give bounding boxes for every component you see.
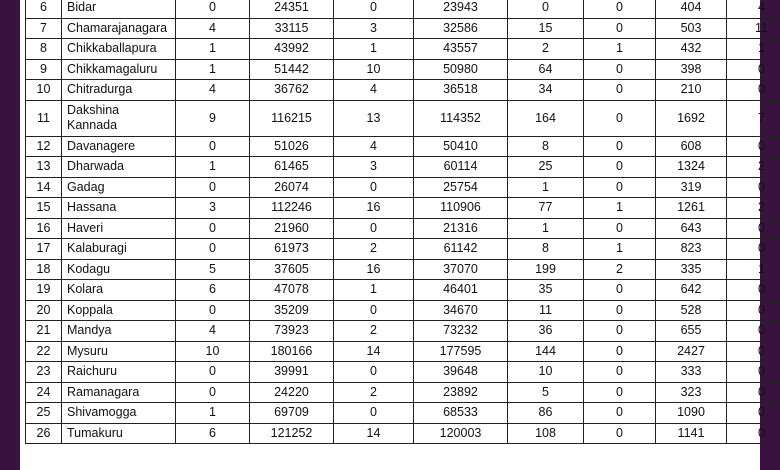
district-name-cell: Bidar [62,0,176,18]
serial-number-cell: 22 [26,341,62,362]
value-cell-col-5: 199 [508,259,584,280]
value-cell-col-3: 0 [334,177,414,198]
value-cell-col-1: 3 [176,198,250,219]
value-cell-col-5: 1 [508,177,584,198]
value-cell-col-7: 1324 [656,157,727,178]
value-cell-col-5: 36 [508,321,584,342]
value-cell-col-1: 5 [176,259,250,280]
district-name-cell: Kolara [62,280,176,301]
value-cell-col-2: 51442 [250,59,334,80]
value-cell-col-1: 10 [176,341,250,362]
value-cell-col-5: 8 [508,136,584,157]
value-cell-col-8: 0 [727,80,780,101]
value-cell-col-6: 0 [584,0,656,18]
value-cell-col-4: 23892 [414,382,508,403]
district-name-cell: Tumakuru [62,423,176,444]
serial-number-cell: 19 [26,280,62,301]
value-cell-col-5: 0 [508,0,584,18]
value-cell-col-2: 61465 [250,157,334,178]
value-cell-col-5: 1 [508,218,584,239]
value-cell-col-2: 33115 [250,18,334,39]
district-name-cell: Dharwada [62,157,176,178]
value-cell-col-7: 1692 [656,100,727,136]
value-cell-col-1: 1 [176,403,250,424]
district-name-cell: Ramanagara [62,382,176,403]
value-cell-col-3: 0 [334,300,414,321]
serial-number-cell: 18 [26,259,62,280]
value-cell-col-3: 3 [334,157,414,178]
value-cell-col-5: 15 [508,18,584,39]
value-cell-col-5: 34 [508,80,584,101]
district-name-cell: Koppala [62,300,176,321]
value-cell-col-5: 35 [508,280,584,301]
value-cell-col-6: 0 [584,157,656,178]
value-cell-col-2: 73923 [250,321,334,342]
serial-number-cell: 26 [26,423,62,444]
value-cell-col-5: 10 [508,362,584,383]
value-cell-col-8: 0 [727,136,780,157]
value-cell-col-6: 1 [584,198,656,219]
value-cell-col-3: 0 [334,218,414,239]
value-cell-col-3: 10 [334,59,414,80]
table-row [26,157,780,178]
value-cell-col-2: 35209 [250,300,334,321]
value-cell-col-1: 0 [176,177,250,198]
value-cell-col-7: 1090 [656,403,727,424]
left-border-band [0,0,20,470]
district-name-cell: Chikkamagaluru [62,59,176,80]
value-cell-col-3: 1 [334,39,414,60]
table-row [26,59,780,80]
value-cell-col-7: 823 [656,239,727,260]
value-cell-col-1: 1 [176,39,250,60]
value-cell-col-6: 0 [584,403,656,424]
value-cell-col-2: 112246 [250,198,334,219]
value-cell-col-2: 39991 [250,362,334,383]
value-cell-col-8: 0 [727,362,780,383]
value-cell-col-4: 36518 [414,80,508,101]
value-cell-col-7: 528 [656,300,727,321]
serial-number-cell: 7 [26,18,62,39]
value-cell-col-2: 121252 [250,423,334,444]
value-cell-col-3: 3 [334,18,414,39]
value-cell-col-1: 4 [176,80,250,101]
serial-number-cell: 16 [26,218,62,239]
district-name-cell: Kodagu [62,259,176,280]
value-cell-col-6: 1 [584,239,656,260]
value-cell-col-1: 6 [176,280,250,301]
value-cell-col-8: 2 [727,157,780,178]
value-cell-col-6: 0 [584,18,656,39]
value-cell-col-8: 7 [727,100,780,136]
value-cell-col-8: 0 [727,59,780,80]
value-cell-col-1: 0 [176,239,250,260]
district-name-cell: Mandya [62,321,176,342]
table-row [26,280,780,301]
value-cell-col-7: 333 [656,362,727,383]
serial-number-cell: 10 [26,80,62,101]
value-cell-col-8: 1 [727,259,780,280]
value-cell-col-2: 61973 [250,239,334,260]
serial-number-cell: 21 [26,321,62,342]
value-cell-col-6: 0 [584,280,656,301]
value-cell-col-8: 0 [727,300,780,321]
value-cell-col-5: 11 [508,300,584,321]
district-name-cell: Shivamogga [62,403,176,424]
table-row [26,382,780,403]
value-cell-col-5: 2 [508,39,584,60]
value-cell-col-8: 0 [727,239,780,260]
value-cell-col-2: 47078 [250,280,334,301]
value-cell-col-7: 2427 [656,341,727,362]
value-cell-col-3: 14 [334,423,414,444]
value-cell-col-7: 1261 [656,198,727,219]
value-cell-col-6: 0 [584,136,656,157]
value-cell-col-6: 0 [584,218,656,239]
value-cell-col-4: 37070 [414,259,508,280]
serial-number-cell: 17 [26,239,62,260]
district-name-cell: Mysuru [62,341,176,362]
value-cell-col-8: 0 [727,218,780,239]
serial-number-cell: 20 [26,300,62,321]
value-cell-col-1: 0 [176,0,250,18]
value-cell-col-7: 210 [656,80,727,101]
table-row [26,18,780,39]
value-cell-col-3: 14 [334,341,414,362]
value-cell-col-5: 86 [508,403,584,424]
table-row [26,198,780,219]
district-name-cell: Haveri [62,218,176,239]
value-cell-col-5: 25 [508,157,584,178]
value-cell-col-1: 9 [176,100,250,136]
value-cell-col-8: 11 [727,18,780,39]
table-row [26,39,780,60]
value-cell-col-4: 110906 [414,198,508,219]
table-row [26,321,780,342]
value-cell-col-1: 0 [176,300,250,321]
value-cell-col-2: 51026 [250,136,334,157]
serial-number-cell: 25 [26,403,62,424]
district-name-cell: Hassana [62,198,176,219]
value-cell-col-4: 34670 [414,300,508,321]
value-cell-col-3: 1 [334,280,414,301]
value-cell-col-8: 0 [727,341,780,362]
table-row [26,80,780,101]
value-cell-col-6: 2 [584,259,656,280]
value-cell-col-6: 0 [584,341,656,362]
value-cell-col-5: 164 [508,100,584,136]
district-name-cell: Chikkaballapura [62,39,176,60]
value-cell-col-3: 16 [334,259,414,280]
serial-number-cell: 9 [26,59,62,80]
serial-number-cell: 24 [26,382,62,403]
value-cell-col-3: 0 [334,403,414,424]
table-row [26,100,780,136]
value-cell-col-3: 4 [334,136,414,157]
value-cell-col-3: 0 [334,362,414,383]
table-row [26,423,780,444]
value-cell-col-8: 1 [727,39,780,60]
district-name-cell: Gadag [62,177,176,198]
district-name-cell: Kalaburagi [62,239,176,260]
serial-number-cell: 6 [26,0,62,18]
value-cell-col-6: 0 [584,59,656,80]
value-cell-col-6: 0 [584,300,656,321]
value-cell-col-7: 432 [656,39,727,60]
value-cell-col-7: 642 [656,280,727,301]
serial-number-cell: 15 [26,198,62,219]
value-cell-col-2: 26074 [250,177,334,198]
value-cell-col-3: 2 [334,239,414,260]
serial-number-cell: 14 [26,177,62,198]
value-cell-col-1: 1 [176,59,250,80]
value-cell-col-3: 2 [334,382,414,403]
value-cell-col-7: 655 [656,321,727,342]
value-cell-col-4: 25754 [414,177,508,198]
value-cell-col-5: 108 [508,423,584,444]
table-row [26,136,780,157]
value-cell-col-1: 0 [176,382,250,403]
table-row [26,341,780,362]
value-cell-col-7: 404 [656,0,727,18]
value-cell-col-4: 32586 [414,18,508,39]
table-row [26,403,780,424]
value-cell-col-6: 0 [584,362,656,383]
table-row [26,177,780,198]
value-cell-col-1: 4 [176,321,250,342]
district-data-table [25,0,780,444]
value-cell-col-4: 50410 [414,136,508,157]
value-cell-col-5: 144 [508,341,584,362]
value-cell-col-2: 24351 [250,0,334,18]
value-cell-col-2: 69709 [250,403,334,424]
value-cell-col-6: 0 [584,382,656,403]
value-cell-col-6: 0 [584,321,656,342]
serial-number-cell: 13 [26,157,62,178]
value-cell-col-4: 61142 [414,239,508,260]
value-cell-col-8: 0 [727,403,780,424]
value-cell-col-3: 4 [334,80,414,101]
value-cell-col-1: 0 [176,362,250,383]
value-cell-col-7: 323 [656,382,727,403]
serial-number-cell: 12 [26,136,62,157]
value-cell-col-7: 398 [656,59,727,80]
value-cell-col-4: 120003 [414,423,508,444]
value-cell-col-4: 46401 [414,280,508,301]
table-row [26,218,780,239]
value-cell-col-4: 21316 [414,218,508,239]
table-row [26,239,780,260]
value-cell-col-7: 319 [656,177,727,198]
value-cell-col-1: 0 [176,218,250,239]
district-name-cell: Davanagere [62,136,176,157]
value-cell-col-4: 68533 [414,403,508,424]
value-cell-col-4: 73232 [414,321,508,342]
district-name-cell: Chitradurga [62,80,176,101]
table-row [26,259,780,280]
value-cell-col-4: 177595 [414,341,508,362]
value-cell-col-3: 0 [334,0,414,18]
value-cell-col-7: 335 [656,259,727,280]
value-cell-col-4: 43557 [414,39,508,60]
value-cell-col-1: 0 [176,136,250,157]
value-cell-col-4: 114352 [414,100,508,136]
value-cell-col-6: 0 [584,100,656,136]
value-cell-col-6: 0 [584,80,656,101]
value-cell-col-8: 4 [727,0,780,18]
value-cell-col-4: 23943 [414,0,508,18]
value-cell-col-2: 21960 [250,218,334,239]
table-row [26,362,780,383]
district-name-cell: Dakshina Kannada [62,100,176,136]
value-cell-col-7: 643 [656,218,727,239]
serial-number-cell: 8 [26,39,62,60]
value-cell-col-6: 1 [584,39,656,60]
value-cell-col-2: 180166 [250,341,334,362]
value-cell-col-3: 2 [334,321,414,342]
value-cell-col-4: 39648 [414,362,508,383]
value-cell-col-2: 37605 [250,259,334,280]
district-name-cell: Raichuru [62,362,176,383]
value-cell-col-1: 1 [176,157,250,178]
value-cell-col-3: 16 [334,198,414,219]
value-cell-col-5: 5 [508,382,584,403]
value-cell-col-8: 0 [727,321,780,342]
serial-number-cell: 11 [26,100,62,136]
value-cell-col-8: 0 [727,280,780,301]
value-cell-col-3: 13 [334,100,414,136]
value-cell-col-6: 0 [584,423,656,444]
value-cell-col-1: 6 [176,423,250,444]
value-cell-col-4: 60114 [414,157,508,178]
value-cell-col-8: 2 [727,198,780,219]
district-name-cell: Chamarajanagara [62,18,176,39]
value-cell-col-7: 1141 [656,423,727,444]
value-cell-col-5: 8 [508,239,584,260]
value-cell-col-2: 116215 [250,100,334,136]
table-body [26,0,780,444]
value-cell-col-2: 36762 [250,80,334,101]
value-cell-col-5: 77 [508,198,584,219]
value-cell-col-2: 43992 [250,39,334,60]
value-cell-col-4: 50980 [414,59,508,80]
serial-number-cell: 23 [26,362,62,383]
value-cell-col-7: 503 [656,18,727,39]
value-cell-col-8: 0 [727,423,780,444]
value-cell-col-8: 0 [727,382,780,403]
value-cell-col-5: 64 [508,59,584,80]
table-row [26,0,780,18]
value-cell-col-8: 0 [727,177,780,198]
table-row [26,300,780,321]
value-cell-col-2: 24220 [250,382,334,403]
value-cell-col-1: 4 [176,18,250,39]
value-cell-col-6: 0 [584,177,656,198]
value-cell-col-7: 608 [656,136,727,157]
